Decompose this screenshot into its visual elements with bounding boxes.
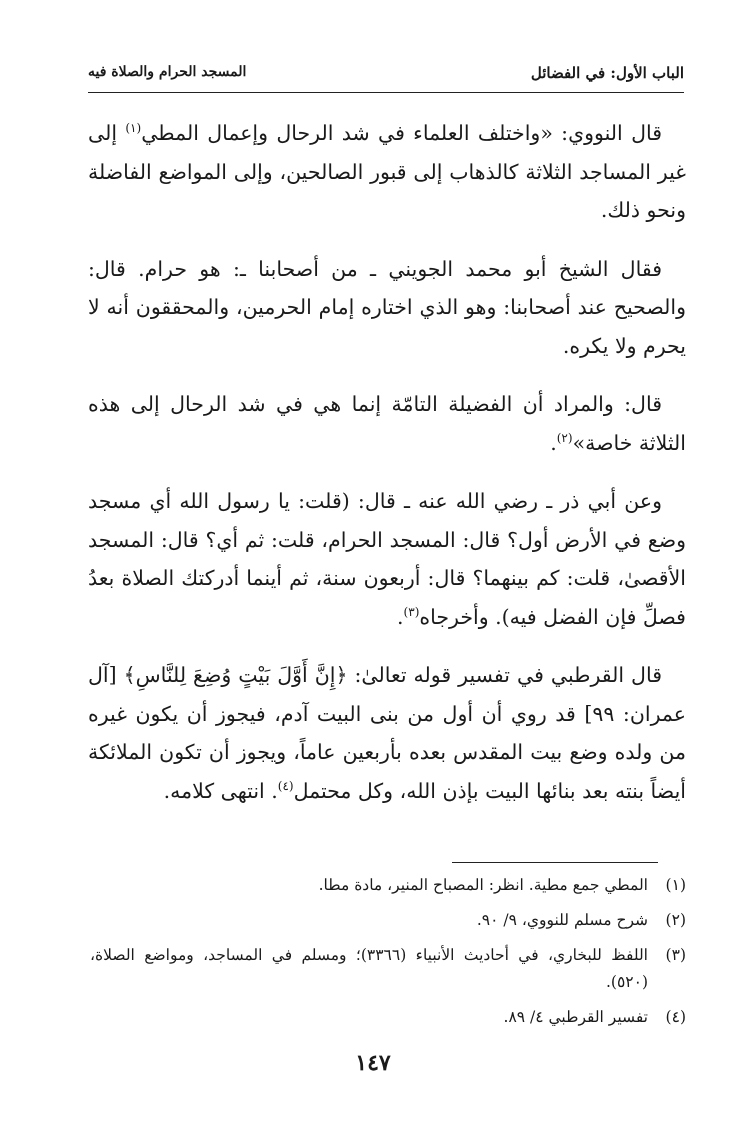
footnote-number: (١) [665, 876, 686, 894]
running-header [88, 60, 684, 88]
main-text [88, 114, 686, 830]
footnote-ref: (٢) [556, 430, 573, 445]
paragraph: وعن أبي ذر ـ رضي الله عنه ـ قال: (قلت: يا رسول الله أي مسجد وضع في الأرض أول؟ قال: المسجد الحرام، قلت: ثم أي؟ قال: المسجد الأقصىٰ، قلت: كم بينهما؟ قال: أربعون سنة، ثم أينما أدركتك الصلاة بعدُ فصلِّ فإن الفضل فيه). وأخرجاه$^{(٣)}$. [88, 489, 686, 629]
footnote-number: (٤) [665, 1008, 686, 1026]
footnotes [90, 872, 686, 1039]
footnote-number: (٢) [665, 911, 686, 929]
footnote-number: (٣) [665, 946, 686, 964]
paragraph: قال: والمراد أن الفضيلة التامّة إنما هي في شد الرحال إلى هذه الثلاثة خاصة»$^{(٢)}$. [88, 392, 686, 455]
paragraph: قال القرطبي في تفسير قوله تعالىٰ: ﴿إِنَّ أَوَّلَ بَيْتٍ وُضِعَ لِلنَّاسِ﴾ [آل عمران: ٩٩] قد روي أن أول من بنى البيت آدم، فيجوز أن يكون غيره من ولده وضع بيت المقدس بعده بأربعين عاماً، ويجوز أن تكون الملائكة أيضاً بنته بعد بنائها البيت بإذن الله، وكل محتمل$^{(٤)}$. انتهى كلامه. [88, 663, 686, 803]
footnote-ref: (١) [125, 121, 142, 136]
footnote-ref: (٣) [403, 604, 420, 619]
footnote-text: المطي جمع مطية. انظر: المصباح المنير، مادة مطا. [318, 876, 648, 894]
footnote [90, 872, 686, 899]
footnote [90, 942, 686, 996]
footnote [90, 1004, 686, 1031]
header-rule [88, 92, 684, 93]
footnote-text: اللفظ للبخاري، في أحاديث الأنبياء (٣٣٦٦)؛ ومسلم في المساجد، ومواضع الصلاة، (٥٢٠). [90, 946, 648, 991]
footnote [90, 907, 686, 934]
footnote-separator [452, 862, 658, 863]
footnote-text: تفسير القرطبي ٤/ ٨٩. [503, 1008, 648, 1026]
footnote-text: شرح مسلم للنووي، ٩/ ٩٠. [476, 911, 648, 929]
page-number: ١٤٧ [355, 1050, 391, 1076]
section-title: المسجد الحرام والصلاة فيه [88, 64, 247, 80]
paragraph: فقال الشيخ أبو محمد الجويني ـ من أصحابنا ـ: هو حرام. قال: والصحيح عند أصحابنا: وهو الذي اختاره إمام الحرمين، والمحققون أنه لا يحرم ولا يكره. [88, 256, 686, 358]
footnote-ref: (٤) [277, 778, 294, 793]
chapter-title: الباب الأول: في الفضائل [530, 64, 684, 82]
paragraph: قال النووي: «واختلف العلماء في شد الرحال وإعمال المطي$^{(١)}$ إلى غير المساجد الثلاثة كالذهاب إلى قبور الصالحين، وإلى المواضع الفاضلة ونحو ذلك. [88, 121, 686, 222]
